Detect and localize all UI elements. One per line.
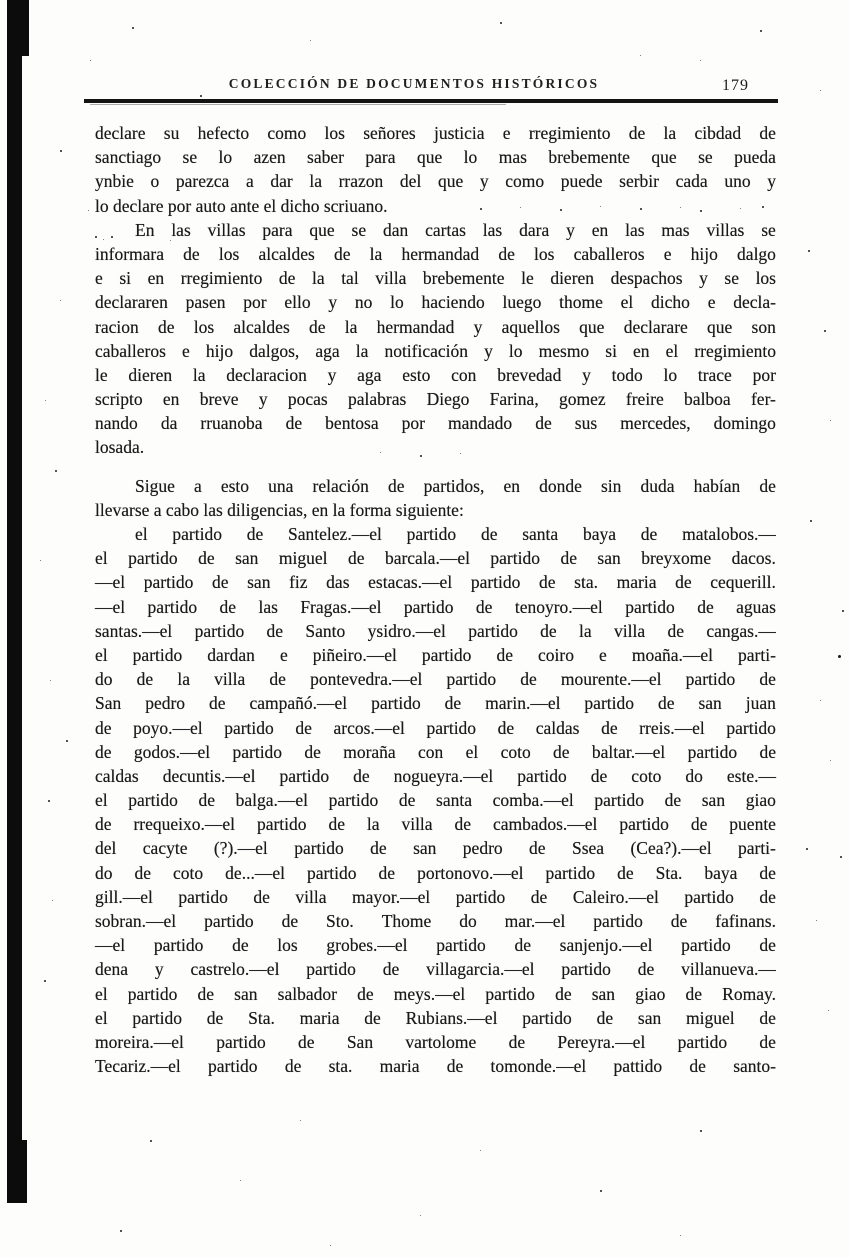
noise-speck xyxy=(88,210,89,211)
text-line: declare su hefecto como los señores justicia e rregimiento de la cibdad de xyxy=(95,123,776,143)
text-line: lo declare por auto ante el dicho scriuano. xyxy=(95,195,388,216)
paragraph xyxy=(95,121,776,218)
text-line: ynbie o parezca a dar la rrazon del que y como puede serbir cada uno y xyxy=(95,171,776,192)
noise-speck xyxy=(300,1120,301,1121)
text-line: Tecariz.—el partido de sta. maria de tomonde.—el pattido de santo- xyxy=(95,1056,776,1077)
noise-speck xyxy=(170,240,171,241)
noise-speck xyxy=(762,206,764,208)
noise-speck xyxy=(700,1130,702,1132)
scan-binding-bar-top xyxy=(7,0,29,56)
noise-speck xyxy=(66,740,68,742)
text-line: de godos.—el partido de moraña con el coto de baltar.—el partido de xyxy=(95,741,776,762)
noise-speck xyxy=(480,208,482,210)
text-line: losada. xyxy=(95,437,145,458)
noise-speck xyxy=(820,90,821,91)
paragraph xyxy=(95,522,776,1078)
noise-speck xyxy=(60,150,62,152)
noise-speck xyxy=(838,655,841,658)
noise-speck xyxy=(132,27,134,29)
text-line: sanctiago se lo azen saber para que lo mas brebemente que se pueda xyxy=(95,147,776,168)
text-line: do de coto de...—el partido de portonovo.—el partido de Sta. baya de xyxy=(95,862,776,883)
noise-speck xyxy=(700,60,701,61)
noise-speck xyxy=(200,95,202,97)
paragraph xyxy=(95,474,776,522)
noise-speck xyxy=(103,239,104,240)
noise-speck xyxy=(816,920,817,921)
noise-speck xyxy=(48,800,50,802)
page-header xyxy=(85,76,775,98)
text-line: —el partido de san fiz das estacas.—el partido de sta. maria de cequerill. xyxy=(95,572,776,593)
text-line: de rrequeixo.—el partido de la villa de cambados.—el partido de puente xyxy=(95,814,776,835)
noise-speck xyxy=(680,1235,681,1236)
noise-speck xyxy=(830,760,831,761)
noise-speck xyxy=(830,420,831,421)
noise-speck xyxy=(810,520,812,522)
noise-speck xyxy=(842,610,844,612)
text-line: declararen pasen por ello y no lo haciendo luego thome el dicho e decla- xyxy=(95,292,776,313)
noise-speck xyxy=(640,55,641,56)
noise-speck xyxy=(820,700,821,701)
noise-speck xyxy=(500,22,502,24)
noise-speck xyxy=(420,1215,421,1216)
noise-speck xyxy=(40,560,41,561)
text-line: En las villas para que se dan cartas las dara y en las mas villas se xyxy=(135,219,776,240)
scan-binding-bar-bottom xyxy=(8,1140,27,1203)
text-line: le dieren la declaracion y aga esto con brevedad y todo lo trace por xyxy=(95,364,776,385)
text-line: racion de los alcaldes de la hermandad y aquellos que declarare que son xyxy=(95,316,776,337)
noise-speck xyxy=(150,1140,152,1142)
noise-speck xyxy=(55,470,57,472)
paragraph xyxy=(95,218,776,460)
noise-speck xyxy=(120,1230,122,1232)
noise-speck xyxy=(520,207,521,208)
noise-speck xyxy=(380,452,381,453)
noise-speck xyxy=(52,900,53,901)
text-line: de poyo.—el partido de arcos.—el partido de caldas de rreis.—el partido xyxy=(95,717,776,738)
noise-speck xyxy=(828,1010,829,1011)
text-line: el partido de balga.—el partido de santa comba.—el partido de san giao xyxy=(95,790,776,811)
text-line: e si en rregimiento de la tal villa brebemente le dieren despachos y se los xyxy=(95,268,776,289)
noise-speck xyxy=(824,330,826,332)
text-line: dena y castrelo.—el partido de villagarcia.—el partido de villanueva.— xyxy=(95,959,776,980)
noise-speck xyxy=(330,1245,331,1246)
text-line: scripto en breve y pocas palabras Diego Farina, gomez freire balboa fer- xyxy=(95,389,776,410)
text-line: Sigue a esto una relación de partidos, en donde sin duda habían de xyxy=(135,475,776,496)
text-line: San pedro de campañó.—el partido de marin.—el partido de san juan xyxy=(95,693,776,714)
noise-speck xyxy=(840,856,842,858)
noise-speck xyxy=(600,1190,602,1192)
text-line: do de la villa de pontevedra.—el partido de mourente.—el partido de xyxy=(95,669,776,690)
text-line: el partido de san miguel de barcala.—el partido de san breyxome dacos. xyxy=(95,548,776,569)
noise-speck xyxy=(560,209,562,211)
text-line: nando da rruanoba de bentosa por mandado de sus mercedes, domingo xyxy=(95,413,776,434)
noise-speck xyxy=(700,210,702,212)
noise-speck xyxy=(480,1150,481,1151)
noise-speck xyxy=(44,980,46,982)
noise-speck xyxy=(460,453,461,454)
running-title: COLECCIÓN DE DOCUMENTOS HISTÓRICOS xyxy=(228,76,600,91)
text-line: —el partido de los grobes.—el partido de sanjenjo.—el partido de xyxy=(95,935,776,956)
noise-speck xyxy=(111,236,113,238)
noise-speck xyxy=(60,300,61,301)
text-line: el partido de Sta. maria de Rubians.—el partido de san miguel de xyxy=(95,1007,776,1028)
noise-speck xyxy=(90,60,91,61)
page-text xyxy=(95,121,776,1078)
noise-speck xyxy=(680,207,681,208)
text-line: caballeros e hijo dalgos, aga la notificación y lo mesmo si en el rregimiento xyxy=(95,340,776,361)
text-line: el partido de Santelez.—el partido de santa baya de matalobos.— xyxy=(135,524,776,544)
noise-speck xyxy=(420,455,422,457)
text-line: moreira.—el partido de San vartolome de Pereyra.—el partido de xyxy=(95,1031,776,1052)
text-line: sobran.—el partido de Sto. Thome do mar.—el partido de fafinans. xyxy=(95,911,776,931)
noise-speck xyxy=(806,848,808,850)
noise-speck xyxy=(760,30,762,32)
text-line: el partido dardan e piñeiro.—el partido de coiro e moaña.—el parti- xyxy=(95,644,776,665)
scan-binding-bar xyxy=(7,0,22,1203)
header-rule xyxy=(84,99,778,103)
noise-speck xyxy=(45,400,46,401)
noise-speck xyxy=(640,208,642,210)
noise-speck xyxy=(95,236,97,238)
text-line: llevarse a cabo las diligencias, en la forma siguiente: xyxy=(95,499,464,520)
text-line: santas.—el partido de Santo ysidro.—el partido de la villa de cangas.— xyxy=(95,620,776,641)
text-line: del cacyte (?).—el partido de san pedro de Ssea (Cea?).—el parti- xyxy=(95,838,776,859)
noise-speck xyxy=(50,680,51,681)
noise-speck xyxy=(310,40,311,41)
text-line: informara de los alcaldes de la hermandad de los caballeros e hijo dalgo xyxy=(95,243,776,264)
page-number: 179 xyxy=(722,77,749,94)
text-line: —el partido de las Fragas.—el partido de tenoyro.—el partido de aguas xyxy=(95,596,776,617)
text-line: gill.—el partido de villa mayor.—el partido de Caleiro.—el partido de xyxy=(95,886,776,907)
noise-speck xyxy=(600,206,601,207)
noise-speck xyxy=(808,250,810,252)
text-line: caldas decuntis.—el partido de nogueyra.—el partido de coto do este.— xyxy=(95,765,776,786)
noise-speck xyxy=(740,208,741,209)
noise-speck xyxy=(240,1180,241,1181)
text-line: el partido de san salbador de meys.—el partido de san giao de Romay. xyxy=(95,983,776,1004)
